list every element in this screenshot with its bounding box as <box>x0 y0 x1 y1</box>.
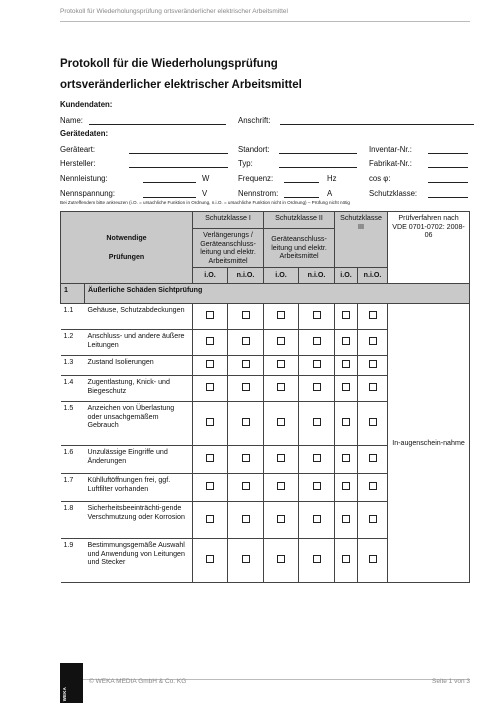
sk3-io-checkbox[interactable] <box>335 446 358 474</box>
item-number: 1.5 <box>61 402 85 446</box>
item-number: 1.1 <box>61 304 85 330</box>
sk2-nio-checkbox[interactable] <box>299 304 335 330</box>
sk1-io-checkbox[interactable] <box>193 402 228 446</box>
table-row <box>61 304 470 330</box>
schutzklasse-label: Schutzklasse: <box>369 189 418 198</box>
schutzklasse-1-description: Verlängerungs / Geräteanschluss-leitung und elektr. Arbeitsmittel <box>193 229 264 268</box>
sk1-io-checkbox[interactable] <box>193 376 228 402</box>
notwendige-pruefungen-header <box>61 212 193 284</box>
kundendaten-heading: Kundendaten: <box>60 100 113 109</box>
nennleistung-label: Nennleistung: <box>60 174 108 183</box>
sk2-io-checkbox[interactable] <box>264 356 299 376</box>
sk3-nio-checkbox[interactable] <box>358 539 388 583</box>
item-text: Gehäuse, Schutzabdeckungen <box>85 304 193 330</box>
sk1-nio-checkbox[interactable] <box>228 474 264 502</box>
sk3-nio-checkbox[interactable] <box>358 446 388 474</box>
section-number: 1 <box>61 284 85 304</box>
document-title-line-2: ortsveränderlicher elektrischer Arbeitsmittel <box>60 79 302 91</box>
sk3-io-header: i.O. <box>335 268 358 284</box>
sk2-io-header: i.O. <box>264 268 299 284</box>
sk2-nio-checkbox[interactable] <box>299 402 335 446</box>
standort-field[interactable] <box>279 153 357 154</box>
item-text: Anzeichen von Überlastung oder unsachgemäßem Gebrauch <box>85 402 193 446</box>
item-text: Zustand Isolierungen <box>85 356 193 376</box>
section-title: Äußerliche Schäden Sichtprüfung <box>85 284 470 304</box>
item-number: 1.6 <box>61 446 85 474</box>
nennstrom-unit: A <box>327 189 333 198</box>
sk3-nio-checkbox[interactable] <box>358 402 388 446</box>
sk1-nio-checkbox[interactable] <box>228 356 264 376</box>
nennspannung-label: Nennspannung: <box>60 189 116 198</box>
sk2-nio-checkbox[interactable] <box>299 446 335 474</box>
copyright: © WEKA MEDIA GmbH & Co. KG <box>89 678 187 685</box>
sk2-nio-checkbox[interactable] <box>299 539 335 583</box>
name-label: Name: <box>60 116 83 125</box>
sk2-io-checkbox[interactable] <box>264 330 299 356</box>
sk1-nio-checkbox[interactable] <box>228 539 264 583</box>
name-field[interactable] <box>89 124 226 125</box>
page-number: Seite 1 von 3 <box>432 678 470 685</box>
sk2-io-checkbox[interactable] <box>264 502 299 539</box>
sk1-io-checkbox[interactable] <box>193 356 228 376</box>
sk2-nio-checkbox[interactable] <box>299 502 335 539</box>
cosphi-field[interactable] <box>428 182 468 183</box>
sk2-io-checkbox[interactable] <box>264 446 299 474</box>
hersteller-field[interactable] <box>129 167 228 168</box>
sk3-nio-checkbox[interactable] <box>358 474 388 502</box>
nennstrom-label: Nennstrom: <box>238 189 279 198</box>
item-text: Zugentlastung, Knick- und Biegeschutz <box>85 376 193 402</box>
sk2-io-checkbox[interactable] <box>264 539 299 583</box>
sk3-io-checkbox[interactable] <box>335 376 358 402</box>
item-text: Sicherheitsbeeinträchti-gende Verschmutzung oder Korrosion <box>85 502 193 539</box>
sk3-nio-checkbox[interactable] <box>358 304 388 330</box>
item-number: 1.7 <box>61 474 85 502</box>
weka-logo <box>60 663 83 703</box>
sk1-nio-header: n.i.O. <box>228 268 264 284</box>
anschrift-field[interactable] <box>280 124 474 125</box>
sk1-io-checkbox[interactable] <box>193 539 228 583</box>
nennstrom-field[interactable] <box>284 197 319 198</box>
item-text: Kühlluftöffnungen frei, ggf. Luftfilter vorhanden <box>85 474 193 502</box>
typ-field[interactable] <box>279 167 357 168</box>
schutzklasse-2-description: Geräteanschluss-leitung und elektr. Arbeitsmittel <box>264 229 335 268</box>
typ-label: Typ: <box>238 159 253 168</box>
schutzklasse-1-header: Schutzklasse I <box>193 212 264 229</box>
sk1-nio-checkbox[interactable] <box>228 304 264 330</box>
sk3-nio-checkbox[interactable] <box>358 356 388 376</box>
geraetedaten-heading: Gerätedaten: <box>60 129 109 138</box>
schutzklasse-3-header: Schutzklasse III <box>335 212 388 268</box>
sk1-io-checkbox[interactable] <box>193 304 228 330</box>
notwendige-text: Notwendige <box>106 234 147 242</box>
sk2-io-checkbox[interactable] <box>264 402 299 446</box>
inventar-label: Inventar-Nr.: <box>369 145 412 154</box>
item-number: 1.9 <box>61 539 85 583</box>
nennspannung-unit: V <box>202 189 208 198</box>
fabrikat-label: Fabrikat-Nr.: <box>369 159 412 168</box>
pruefverfahren-value: In-augenschein-nahme <box>388 304 470 583</box>
sk2-io-checkbox[interactable] <box>264 474 299 502</box>
frequenz-field[interactable] <box>284 182 319 183</box>
logo-text: WEKA <box>62 686 67 701</box>
pruefprotokoll-table <box>60 211 470 583</box>
sk3-io-checkbox[interactable] <box>335 474 358 502</box>
sk3-io-checkbox[interactable] <box>335 402 358 446</box>
sk3-io-checkbox[interactable] <box>335 502 358 539</box>
item-number: 1.2 <box>61 330 85 356</box>
item-text: Anschluss- und andere äußere Leitungen <box>85 330 193 356</box>
anschrift-label: Anschrift: <box>238 116 271 125</box>
inventar-field[interactable] <box>428 153 468 154</box>
cosphi-label: cos φ: <box>369 174 391 183</box>
frequenz-unit: Hz <box>327 174 337 183</box>
item-number: 1.8 <box>61 502 85 539</box>
header-divider <box>60 21 470 22</box>
sk2-nio-checkbox[interactable] <box>299 376 335 402</box>
geraeteart-label: Geräteart: <box>60 145 96 154</box>
hersteller-label: Hersteller: <box>60 159 96 168</box>
schutzklasse-2-header: Schutzklasse II <box>264 212 335 229</box>
pruefungen-text: Prüfungen <box>108 252 145 261</box>
sk2-io-checkbox[interactable] <box>264 376 299 402</box>
sk2-nio-header: n.i.O. <box>299 268 335 284</box>
nennleistung-unit: W <box>202 174 210 183</box>
sk3-nio-checkbox[interactable] <box>358 376 388 402</box>
sk1-io-checkbox[interactable] <box>193 446 228 474</box>
sk1-nio-checkbox[interactable] <box>228 402 264 446</box>
sk3-io-checkbox[interactable] <box>335 330 358 356</box>
sk2-nio-checkbox[interactable] <box>299 356 335 376</box>
schutzklasse-field[interactable] <box>428 197 468 198</box>
sk1-io-checkbox[interactable] <box>193 502 228 539</box>
sk1-io-checkbox[interactable] <box>193 474 228 502</box>
sk3-io-checkbox[interactable] <box>335 356 358 376</box>
sk1-io-header: i.O. <box>193 268 228 284</box>
nennspannung-field[interactable] <box>143 197 196 198</box>
checkbox-legend: Bei Zutreffendem bitte ankreuzen (i.O. = ursachliche Funktion in Ordnung, n.i.O. = ursachliche Funktion nicht in Ordnung) – Prüfung nicht nötig <box>60 200 350 205</box>
sk2-nio-checkbox[interactable] <box>299 330 335 356</box>
standort-label: Standort: <box>238 145 270 154</box>
sk1-io-checkbox[interactable] <box>193 330 228 356</box>
sk3-io-checkbox[interactable] <box>335 539 358 583</box>
sk3-nio-header: n.i.O. <box>358 268 388 284</box>
sk1-nio-checkbox[interactable] <box>228 446 264 474</box>
item-number: 1.4 <box>61 376 85 402</box>
sk2-io-checkbox[interactable] <box>264 304 299 330</box>
pruefverfahren-header: Prüfverfahren nach VDE 0701-0702: 2008-06 <box>388 212 470 284</box>
sk1-nio-checkbox[interactable] <box>228 502 264 539</box>
sk3-io-checkbox[interactable] <box>335 304 358 330</box>
item-text: Bestimmungsgemäße Auswahl und Anwendung von Leitungen und Stecker <box>85 539 193 583</box>
sk1-nio-checkbox[interactable] <box>228 376 264 402</box>
document-title-line-1: Protokoll für die Wiederholungsprüfung <box>60 58 278 70</box>
geraeteart-field[interactable] <box>129 153 228 154</box>
sk3-nio-checkbox[interactable] <box>358 330 388 356</box>
fabrikat-field[interactable] <box>428 167 468 168</box>
sk3-nio-checkbox[interactable] <box>358 502 388 539</box>
frequenz-label: Frequenz: <box>238 174 274 183</box>
item-number: 1.3 <box>61 356 85 376</box>
nennleistung-field[interactable] <box>143 182 196 183</box>
sk2-nio-checkbox[interactable] <box>299 474 335 502</box>
sk1-nio-checkbox[interactable] <box>228 330 264 356</box>
item-text: Unzulässige Eingriffe und Änderungen <box>85 446 193 474</box>
running-header: Protokoll für Wiederholungsprüfung ortsveränderlicher elektrischer Arbeitsmittel <box>60 8 288 15</box>
